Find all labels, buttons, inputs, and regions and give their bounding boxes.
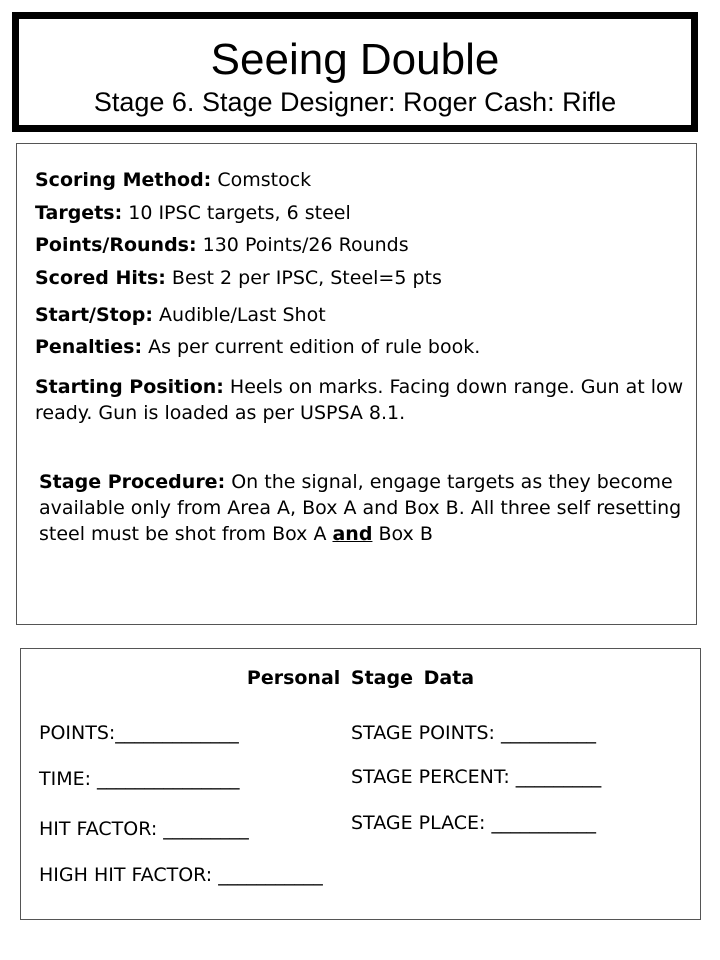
points-rounds [35,232,409,258]
stage-procedure-label: Stage Procedure: [39,471,226,493]
time-blank: TIME: _______________ [39,768,240,790]
starting-position-value: Heels on marks. Facing down range. Gun at low ready. Gun is loaded as per USPSA 8.1. [35,376,684,424]
scored-hits-value: Best 2 per IPSC, Steel=5 pts [165,267,442,289]
stage-percent-blank: STAGE PERCENT: _________ [351,766,602,788]
points-blank: POINTS:_____________ [39,722,239,744]
start-stop-label: Start/Stop: [35,304,153,326]
hit-factor-blank: HIT FACTOR: _________ [39,818,249,840]
scoring-method-value: Comstock [211,169,312,191]
starting-position [35,374,685,426]
stage-title: Seeing Double [210,35,500,84]
stage-procedure-emphasis: and [332,523,373,545]
points-rounds-label: Points/Rounds: [35,234,197,256]
penalties-value: As per current edition of rule book. [142,336,481,358]
stage-info-box [16,143,697,625]
stage-points-blank: STAGE POINTS: __________ [351,722,596,744]
stage-subtitle: Stage 6. Stage Designer: Roger Cash: Rifle [93,87,617,117]
stage-procedure [39,469,684,547]
stage-title-box [12,12,698,132]
penalties-label: Penalties: [35,336,143,358]
scored-hits [35,265,442,291]
stage-place-blank: STAGE PLACE: ___________ [351,812,596,834]
start-stop [35,302,326,328]
points-rounds-value: 130 Points/26 Rounds [196,234,409,256]
stage-procedure-text-2: Box B [372,523,433,545]
personal-stage-data-title: Personal Stage Data [246,667,475,689]
starting-position-label: Starting Position: [35,376,224,398]
scoring-method-label: Scoring Method: [35,169,212,191]
personal-stage-data-box [20,648,701,920]
targets-label: Targets: [35,202,123,224]
penalties [35,334,480,360]
stage-procedure-text-1: On the signal, engage targets as they become available only from Area A, Box A and Box B. All three self resetting steel must be shot from Box A [39,471,682,545]
scored-hits-label: Scored Hits: [35,267,166,289]
high-hit-factor-blank: HIGH HIT FACTOR: ___________ [39,864,323,886]
targets-value: 10 IPSC targets, 6 steel [122,202,351,224]
targets [35,200,351,226]
scoring-method [35,167,311,193]
start-stop-value: Audible/Last Shot [153,304,326,326]
